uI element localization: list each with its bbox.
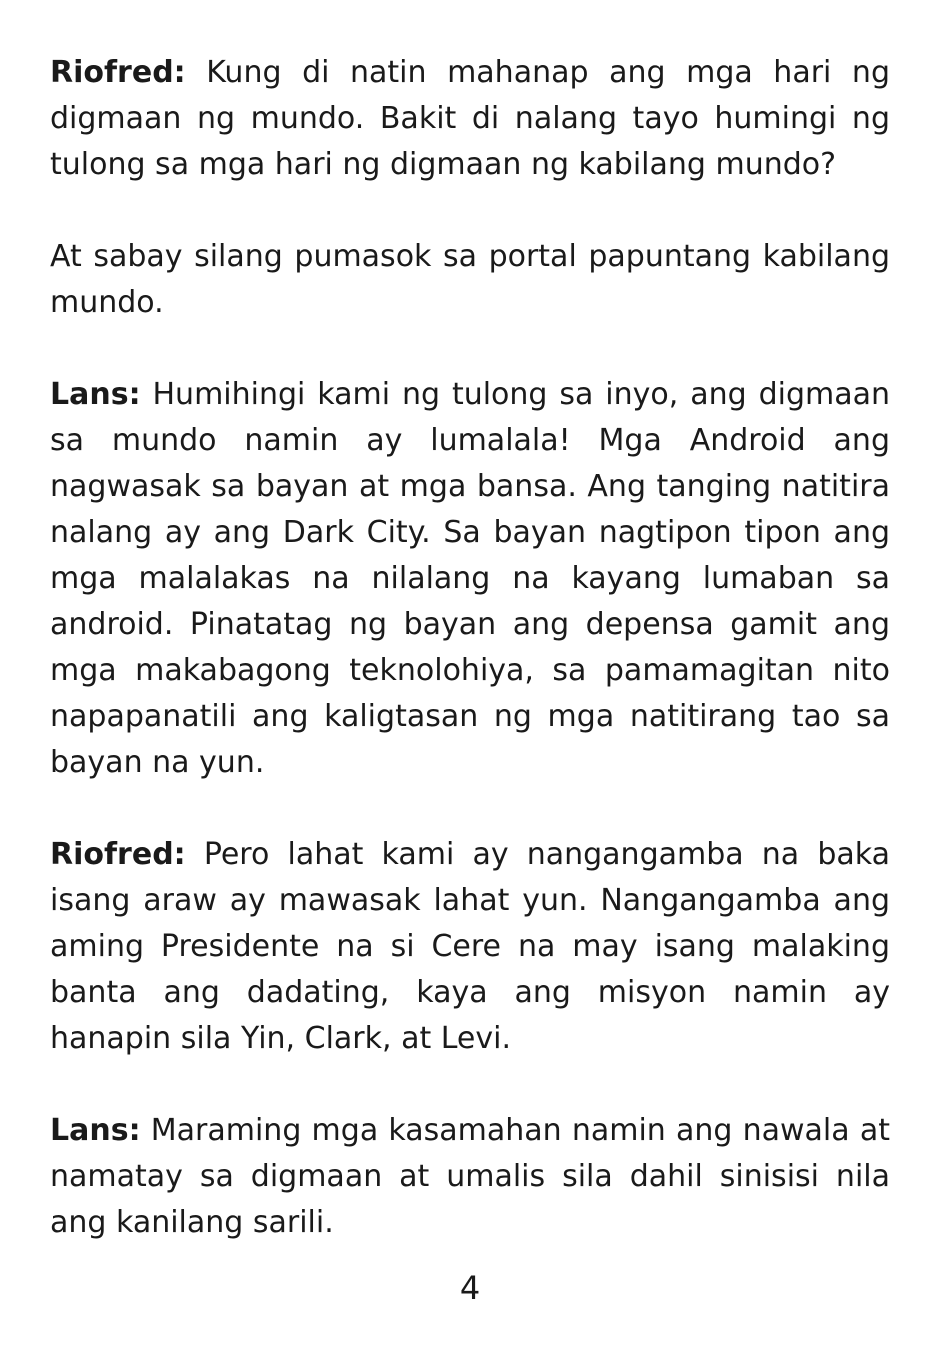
- narration-paragraph: [50, 234, 890, 326]
- dialogue-text: Humihingi kami ng tulong sa inyo, ang digmaan sa mundo namin ay lumalala! Mga Android ang nagwasak sa bayan at mga bansa. Ang tanging natitira nalang ay ang Dark City. Sa bayan nagtipon tipon ang mga malalakas na nilalang na kayang lumaban sa android. Pinatatag ng bayan ang depensa gamit ang mga makabagong teknolohiya, sa pamamagitan nito napapanatili ang kaligtasan ng mga natitirang tao sa bayan na yun.: [50, 377, 890, 780]
- speaker-name: Lans:: [50, 1113, 141, 1148]
- page-number: 4: [459, 1269, 481, 1307]
- speaker-name: Lans:: [50, 377, 141, 412]
- speaker-name: Riofred:: [50, 55, 186, 90]
- dialogue-paragraph-1: [50, 50, 890, 188]
- dialogue-text: Maraming mga kasamahan namin ang nawala at namatay sa digmaan at umalis sila dahil sinisisi nila ang kanilang sarili.: [50, 1113, 890, 1240]
- story-page: [50, 50, 890, 1292]
- narration-text: At sabay silang pumasok sa portal papuntang kabilang mundo.: [50, 239, 890, 320]
- dialogue-paragraph-2: [50, 372, 890, 786]
- dialogue-paragraph-3: [50, 832, 890, 1062]
- speaker-name: Riofred:: [50, 837, 186, 872]
- dialogue-paragraph-4: [50, 1108, 890, 1246]
- dialogue-text: Kung di natin mahanap ang mga hari ng digmaan ng mundo. Bakit di nalang tayo humingi ng tulong sa mga hari ng digmaan ng kabilang mundo?: [50, 55, 890, 182]
- dialogue-text: Pero lahat kami ay nangangamba na baka isang araw ay mawasak lahat yun. Nangangamba ang aming Presidente na si Cere na may isang malaking banta ang dadating, kaya ang misyon namin ay hanapin sila Yin, Clark, at Levi.: [50, 837, 890, 1056]
